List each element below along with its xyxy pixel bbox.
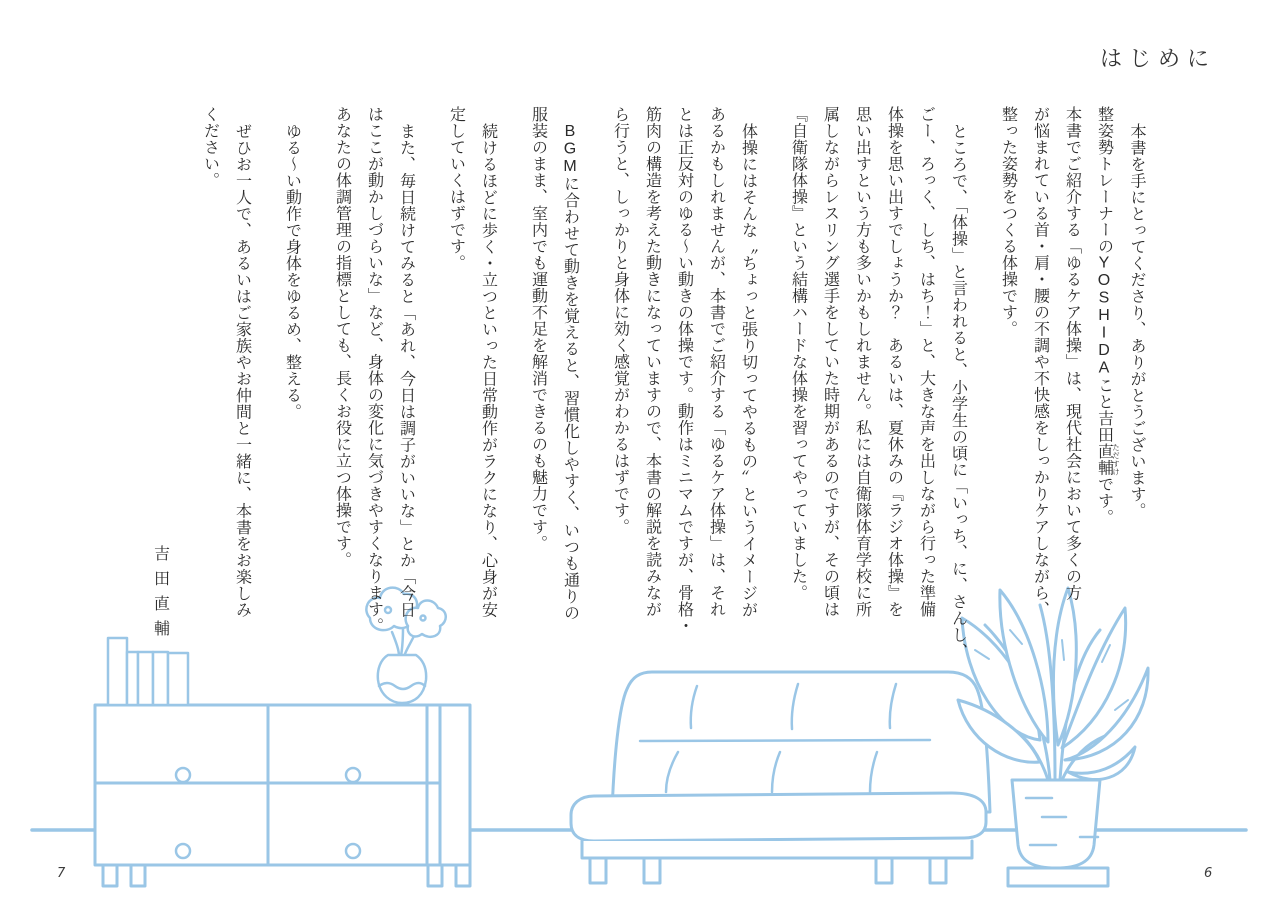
text-column: ぜひお一人で、あるいはご家族やお仲間と一緒に、本書をお楽しみ [233,123,251,618]
text-column [554,106,586,684]
text-column: 体操を思い出すでしょうか？ あるいは、夏休みの『ラジオ体操』を [885,106,903,618]
page-number-left: 7 [57,866,66,881]
author-signature: 吉田直輔 [151,545,169,645]
text-column: ゆる〜い動作で身体をゆるめ、整える。 [283,123,301,420]
page-title: はじめに [1099,46,1216,71]
text-column: あるかもしれませんが、本書でご紹介する「ゆるケア体操」は、それ [707,106,725,618]
text-run: 整姿勢トレーナーの [1095,106,1113,255]
text-column: 続けるほどに歩く・立つといった日常動作がラクになり、心身が安 [479,123,497,618]
text-run: 直輔 [1095,443,1113,476]
text-column: 整った姿勢をつくる体操です。 [999,106,1017,337]
introduction-text [126,106,1153,684]
text-column: 服装のまま、室内でも運動不足を解消できるのも魅力です。 [529,106,547,552]
furigana: ただすけ [1111,443,1121,476]
text-column: とは正反対のゆる〜い動きの体操です。動作はミニマムですが、骨格・ [675,106,693,634]
page-number-right: 6 [1204,866,1213,881]
paragraph-2 [782,106,974,684]
text-column: 定していくはずです。 [447,106,465,271]
sideboard-illustration [95,705,470,886]
paragraph-3 [604,106,764,684]
paragraph-8 [194,106,258,684]
text-column: 『自衛隊体操』という結構ハードな体操を習ってやっていました。 [789,106,807,601]
text-run-latin: YOSHIDA [1095,254,1113,377]
text-run: こと吉田 [1095,377,1113,443]
paragraph-7 [276,106,308,684]
text-run: です。 [1095,476,1113,526]
text-column: 筋肉の構造を考えた動きになっていますので、本書の解説を読みなが [643,106,661,618]
text-column: 本書を手にとってくださり、ありがとうございます。 [1128,123,1145,519]
paragraph-4 [522,106,586,684]
signature-block [144,106,176,684]
text-column: あなたの体調管理の指標としても、長くお役に立つ体操です。 [333,106,351,568]
text-column: ら行うと、しっかりと身体に効く感覚がわかるはずです。 [611,106,629,535]
text-column: 思い出すという方も多いかもしれません。私には自衛隊体育学校に所 [853,106,871,618]
text-run-latin: BGM [561,123,579,176]
text-column: ごー、ろっく、しち、はち！」と、大きな声を出しながら行った準備 [917,106,935,618]
text-column: 体操にはそんな〝ちょっと張り切ってやるもの〟というイメージが [739,123,757,618]
paragraph-1 [992,106,1153,684]
text-column: 本書でご紹介する「ゆるケア体操」は、現代社会において多くの方 [1063,106,1081,601]
text-column [1088,106,1121,684]
text-column: が悩まれている首・肩・腰の不調や不快感をしっかりケアしながら、 [1031,106,1049,618]
text-column: 属しながらレスリング選手をしていた時期があるのですが、その頃は [821,106,839,618]
text-column: また、毎日続けてみると「あれ、今日は調子がいいな」とか「今日 [397,123,415,618]
sofa-illustration [571,672,990,883]
text-column: はここが動かしづらいな」など、身体の変化に気づきやすくなります。 [365,106,383,634]
text-column: ください。 [201,106,219,189]
text-run: に合わせて動きを覚えると、習慣化しやすく、いつも通りの [561,175,579,621]
paragraph-6 [326,106,422,684]
text-column: ところで、「体操」と言われると、小学生の頃に「いっち、に、さんし、 [949,123,967,660]
author-name-ruby [1095,443,1121,476]
paragraph-5 [440,106,504,684]
